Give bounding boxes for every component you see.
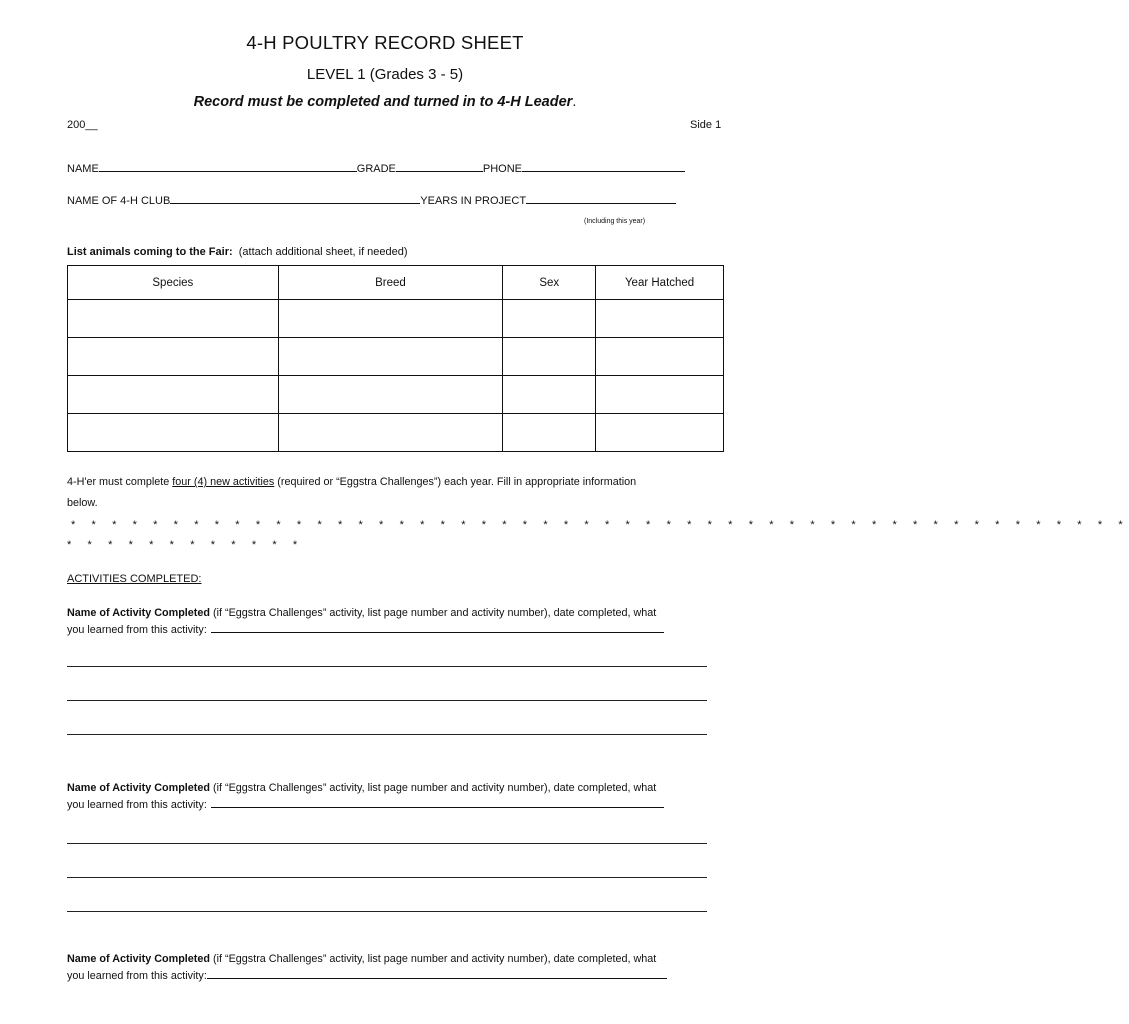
page-title: 4-H POULTRY RECORD SHEET	[246, 32, 524, 53]
page-subtitle: LEVEL 1 (Grades 3 - 5)	[306, 66, 464, 83]
club-label: NAME OF 4-H CLUB	[67, 195, 171, 207]
activity-3-learned-label: you learned from this activity:	[67, 970, 207, 982]
sex-cell[interactable]	[503, 414, 596, 452]
star-divider-row1: * * * * * * * * * * * * * * * * * * * * * * * * * * * * * * * * * * * * * * * * * * * * * * * * * * * *	[71, 519, 1129, 531]
year-hatched-cell[interactable]	[596, 414, 724, 452]
table-header-row	[68, 266, 724, 300]
star-divider-row2: * * * * * * * * * * * *	[67, 539, 304, 551]
activity-2-learned-field[interactable]	[211, 797, 664, 808]
activity-2-learned-label: you learned from this activity:	[67, 799, 207, 811]
club-field[interactable]	[170, 193, 420, 204]
activity-3-instructions: (if “Eggstra Challenges” activity, list page number and activity number), date completed, what	[213, 953, 657, 965]
animals-intro-note: (attach additional sheet, if needed)	[238, 246, 408, 258]
activity-2-answer-line[interactable]	[67, 843, 707, 844]
name-row	[67, 161, 685, 175]
year-hatched-cell[interactable]	[596, 300, 724, 338]
activity-2-line1	[67, 780, 656, 797]
breed-cell[interactable]	[278, 376, 503, 414]
activity-2-label: Name of Activity Completed	[67, 782, 210, 794]
phone-field[interactable]	[522, 161, 685, 172]
activity-2-answer-line[interactable]	[67, 911, 707, 912]
animals-intro-label: List animals coming to the Fair:	[67, 246, 233, 258]
activity-1-answer-line[interactable]	[67, 700, 707, 701]
requirement-prefix: 4-H'er must complete	[67, 476, 170, 488]
activity-2-instructions: (if “Eggstra Challenges” activity, list page number and activity number), date completed, what	[213, 782, 657, 794]
activities-heading: ACTIVITIES COMPLETED:	[67, 573, 202, 585]
activity-1-answer-line[interactable]	[67, 734, 707, 735]
activity-2-answer-line[interactable]	[67, 877, 707, 878]
animals-table	[67, 265, 724, 452]
requirement-emphasis: four (4) new activities	[172, 476, 275, 488]
breed-cell[interactable]	[278, 414, 503, 452]
breed-cell[interactable]	[278, 300, 503, 338]
species-cell[interactable]	[68, 300, 279, 338]
activity-1-learned-label: you learned from this activity:	[67, 624, 207, 636]
breed-cell[interactable]	[278, 338, 503, 376]
table-row	[68, 338, 724, 376]
year-hatched-cell[interactable]	[596, 338, 724, 376]
notice-text: Record must be completed and turned in to 4-H Leader	[193, 94, 573, 110]
activity-1-answer-line[interactable]	[67, 666, 707, 667]
sex-cell[interactable]	[503, 338, 596, 376]
sex-cell[interactable]	[503, 376, 596, 414]
sex-cell[interactable]	[503, 300, 596, 338]
name-label: NAME	[67, 163, 99, 175]
completion-notice	[0, 94, 770, 110]
column-year-hatched: Year Hatched	[596, 266, 724, 300]
name-field[interactable]	[99, 161, 357, 172]
grade-field[interactable]	[396, 161, 483, 172]
year-field[interactable]: 200__	[67, 119, 98, 131]
species-cell[interactable]	[68, 338, 279, 376]
activity-1-label: Name of Activity Completed	[67, 607, 210, 619]
requirement-line1	[67, 474, 636, 491]
activity-2-line2	[67, 797, 664, 814]
club-row	[67, 193, 676, 207]
table-row	[68, 376, 724, 414]
activity-1-line1	[67, 605, 656, 622]
activity-3-line1	[67, 951, 656, 968]
activity-1-learned-field[interactable]	[211, 622, 664, 633]
notice-period: .	[572, 94, 577, 110]
side-label: Side 1	[690, 119, 722, 131]
grade-label: GRADE	[356, 163, 396, 175]
activity-1-line2	[67, 622, 664, 639]
activity-3-label: Name of Activity Completed	[67, 953, 210, 965]
requirement-line2: below.	[67, 497, 98, 509]
year-hatched-cell[interactable]	[596, 376, 724, 414]
requirement-suffix: (required or “Eggstra Challenges”) each year. Fill in appropriate information	[277, 476, 637, 488]
activity-3-line2	[67, 968, 667, 985]
activity-1-instructions: (if “Eggstra Challenges” activity, list page number and activity number), date completed, what	[213, 607, 657, 619]
table-row	[68, 414, 724, 452]
years-label: YEARS IN PROJECT	[420, 195, 527, 207]
phone-label: PHONE	[482, 163, 523, 175]
species-cell[interactable]	[68, 414, 279, 452]
years-field[interactable]	[526, 193, 676, 204]
column-species: Species	[68, 266, 279, 300]
column-sex: Sex	[503, 266, 596, 300]
column-breed: Breed	[278, 266, 503, 300]
animals-intro	[67, 246, 408, 258]
table-row	[68, 300, 724, 338]
years-note: (Including this year)	[584, 218, 646, 225]
activity-3-learned-field[interactable]	[207, 968, 667, 979]
species-cell[interactable]	[68, 376, 279, 414]
